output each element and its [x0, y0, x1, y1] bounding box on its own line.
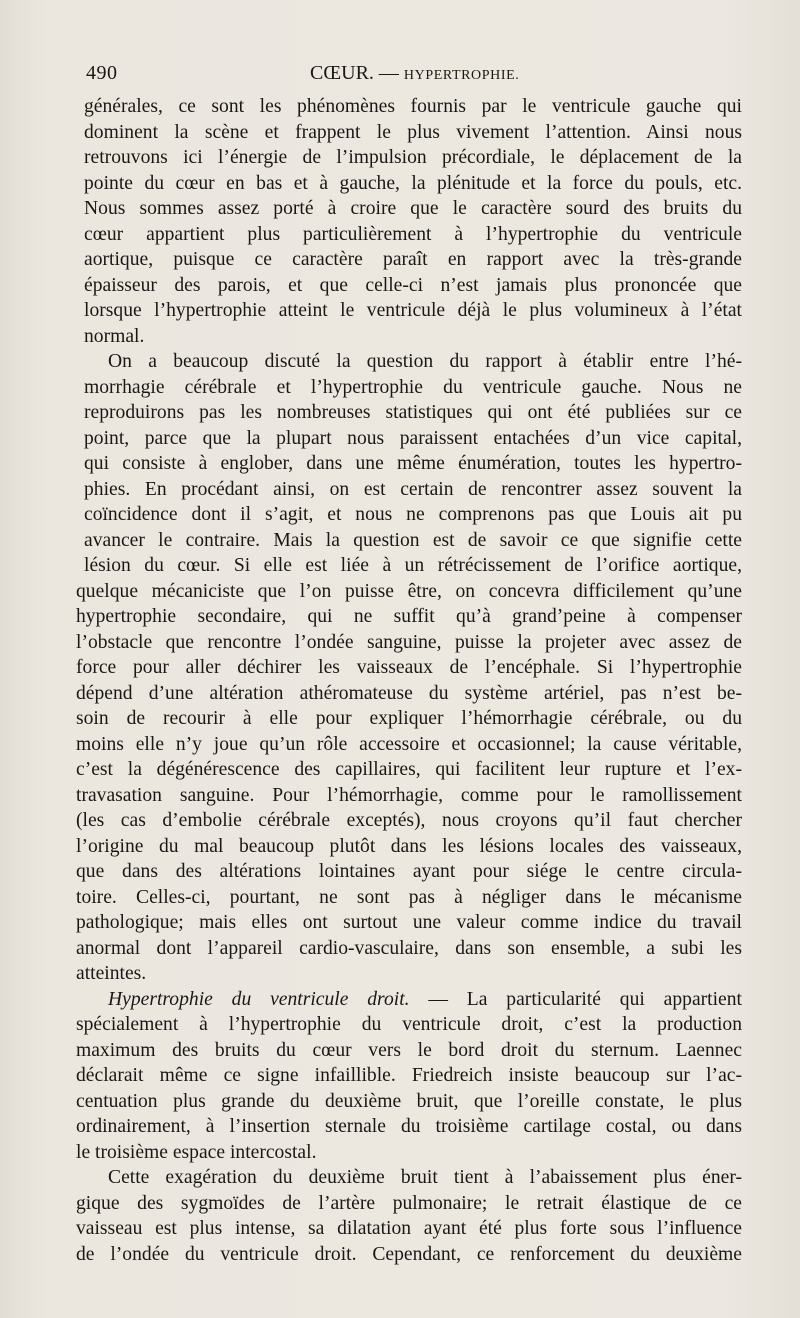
running-title-sub: HYPERTROPHIE.: [403, 68, 520, 83]
text-line: hypertrophie secondaire, qui ne suffit qu’à grand’peine à compenser: [76, 606, 742, 627]
text-line: maximum des bruits du cœur vers le bord droit du sternum. Laennec: [76, 1039, 742, 1061]
running-title-separator: —: [373, 62, 404, 84]
text-line: ordinairement, à l’insertion sternale du troisième cartilage costal, ou dans: [76, 1116, 742, 1137]
text-line: phies. En procédant ainsi, on est certain de rencontrer assez souvent la: [84, 478, 742, 500]
text-line: qui consiste à englober, dans une même énumération, toutes les hypertro-: [84, 453, 742, 474]
text-line: gique des sygmoïdes de l’artère pulmonaire; le retrait élastique de ce: [76, 1192, 742, 1214]
text-line: (les cas d’embolie cérébrale exceptés), nous croyons qu’il faut chercher: [76, 810, 742, 831]
text-line: le troisième espace intercostal.: [76, 1141, 317, 1163]
text-line: vaisseau est plus intense, sa dilatation ayant été plus forte sous l’influence: [76, 1218, 742, 1239]
body-text: [76, 94, 742, 1267]
text-line: dominent la scène et frappent le plus vivement l’attention. Ainsi nous: [84, 121, 742, 143]
page-number: 490: [86, 62, 118, 84]
text-line: de l’ondée du ventricule droit. Cependant, ce renforcement du deuxième: [76, 1243, 742, 1265]
text-line: anormal dont l’appareil cardio-vasculaire, dans son ensemble, a subi les: [76, 937, 742, 959]
text-line: lorsque l’hypertrophie atteint le ventricule déjà le plus volumineux à l’état: [84, 300, 742, 321]
text-line: morrhagie cérébrale et l’hypertrophie du ventricule gauche. Nous ne: [84, 376, 742, 398]
text-line: spécialement à l’hypertrophie du ventricule droit, c’est la production: [76, 1014, 742, 1035]
text-line: l’obstacle que rencontre l’ondée sanguine, puisse la projeter avec assez de: [76, 631, 742, 653]
text-line: l’origine du mal beaucoup plutôt dans les lésions locales des vaisseaux,: [76, 835, 742, 857]
running-title: [310, 62, 519, 85]
running-title-main: CŒUR.: [310, 62, 374, 84]
section-first-line-rest: — La particularité qui appartient: [409, 988, 742, 1010]
paragraphs-block-2: [76, 1012, 742, 1267]
text-line: travasation sanguine. Pour l’hémorrhagie, comme pour le ramollissement: [76, 784, 742, 806]
text-line: avancer le contraire. Mais la question est de savoir ce que signifie cette: [84, 529, 742, 551]
text-line: point, parce que la plupart nous paraissent entachées d’un vice capital,: [84, 427, 742, 449]
section-heading: Hypertrophie du ventricule droit.: [108, 988, 410, 1010]
running-header: [86, 58, 736, 92]
text-line: épaisseur des parois, et que celle-ci n’est jamais plus prononcée que: [84, 274, 742, 296]
text-line: soin de recourir à elle pour expliquer l’hémorrhagie cérébrale, ou du: [76, 708, 742, 729]
section-first-line: [76, 987, 742, 1013]
text-line: force pour aller déchirer les vaisseaux de l’encéphale. Si l’hypertrophie: [76, 657, 742, 678]
text-line: que dans des altérations lointaines ayant pour siége le centre circula-: [76, 861, 742, 882]
text-line: centuation plus grande du deuxième bruit, que l’oreille constate, le plus: [76, 1090, 742, 1112]
text-line: aortique, puisque ce caractère paraît en rapport avec la très-grande: [84, 249, 742, 270]
text-line: générales, ce sont les phénomènes fournis par le ventricule gauche qui: [84, 96, 742, 117]
text-line: déclarait même ce signe infaillible. Friedreich insiste beaucoup sur l’ac-: [76, 1065, 742, 1086]
text-line: coïncidence dont il s’agit, et nous ne comprenons pas que Louis ait pu: [84, 504, 742, 525]
text-line: normal.: [84, 325, 145, 347]
text-line: quelque mécaniciste que l’on puisse être, on concevra difficilement qu’une: [76, 580, 742, 602]
text-line: Nous sommes assez porté à croire que le caractère sourd des bruits du: [84, 198, 742, 219]
paragraphs-block-1: [76, 94, 742, 987]
text-line: retrouvons ici l’énergie de l’impulsion précordiale, le déplacement de la: [84, 147, 742, 168]
text-line: c’est la dégénérescence des capillaires, qui facilitent leur rupture et l’ex-: [76, 759, 742, 780]
text-line: moins elle n’y joue qu’un rôle accessoire et occasionnel; la cause véritable,: [76, 733, 742, 755]
text-line: lésion du cœur. Si elle est liée à un rétrécissement de l’orifice aortique,: [84, 555, 742, 576]
text-line: cœur appartient plus particulièrement à l’hypertrophie du ventricule: [84, 223, 742, 245]
text-line: pathologique; mais elles ont surtout une valeur comme indice du travail: [76, 912, 742, 933]
text-line: dépend d’une altération athéromateuse du système artériel, pas n’est be-: [76, 682, 742, 704]
text-line: toire. Celles-ci, pourtant, ne sont pas à négliger dans le mécanisme: [76, 886, 742, 908]
text-line: Cette exagération du deuxième bruit tient à l’abaissement plus éner-: [108, 1167, 742, 1188]
text-line: reproduirons pas les nombreuses statistiques qui ont été publiées sur ce: [84, 402, 742, 423]
text-line: atteintes.: [76, 963, 147, 984]
text-line: pointe du cœur en bas et à gauche, la plénitude et la force du pouls, etc.: [84, 172, 742, 194]
text-line: On a beaucoup discuté la question du rapport à établir entre l’hé-: [108, 351, 742, 372]
